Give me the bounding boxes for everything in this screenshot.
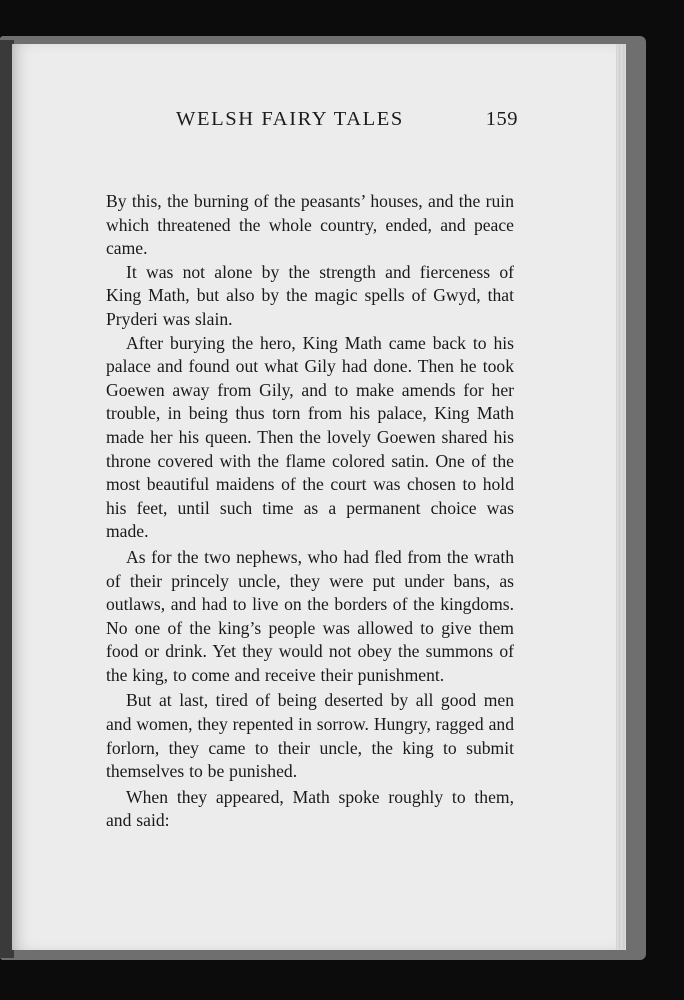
paragraph: It was not alone by the strength and fierceness of King Math, but also by the magic spells of Gwyd, that Pryderi was slain. xyxy=(106,261,514,329)
running-head xyxy=(162,106,518,136)
paragraph: By this, the burning of the peasants’ houses, and the ruin which threatened the whole country, ended, and peace came. xyxy=(106,191,514,259)
body-text xyxy=(106,190,514,833)
page-number: 159 xyxy=(485,108,518,130)
paragraph: After burying the hero, King Math came back to his palace and found out what Gily had done. Then he took Goewen away from Gily, and to make amends for her trouble, in being thus torn from his palace, King Math made her his queen. Then the lovely Goewen shared his throne covered with the flame colored satin. One of the most beautiful maidens of the court was chosen to hold his feet, until such time as a permanent choice was made. xyxy=(106,332,514,542)
paragraph: But at last, tired of being deserted by all good men and women, they repented in sorrow. Hungry, ragged and forlorn, they came to their uncle, the king to submit themselves to be punished. xyxy=(106,690,514,782)
paragraph: When they appeared, Math spoke roughly to them, and said: xyxy=(106,786,514,831)
paragraph: As for the two nephews, who had fled from the wrath of their princely uncle, they were put under bans, as outlaws, and had to live on the borders of the kingdoms. No one of the king’s people was allowed to give them food or drink. Yet they would not obey the summons of the king, to come and receive their punishment. xyxy=(106,546,514,685)
running-title: WELSH FAIRY TALES xyxy=(176,108,404,130)
